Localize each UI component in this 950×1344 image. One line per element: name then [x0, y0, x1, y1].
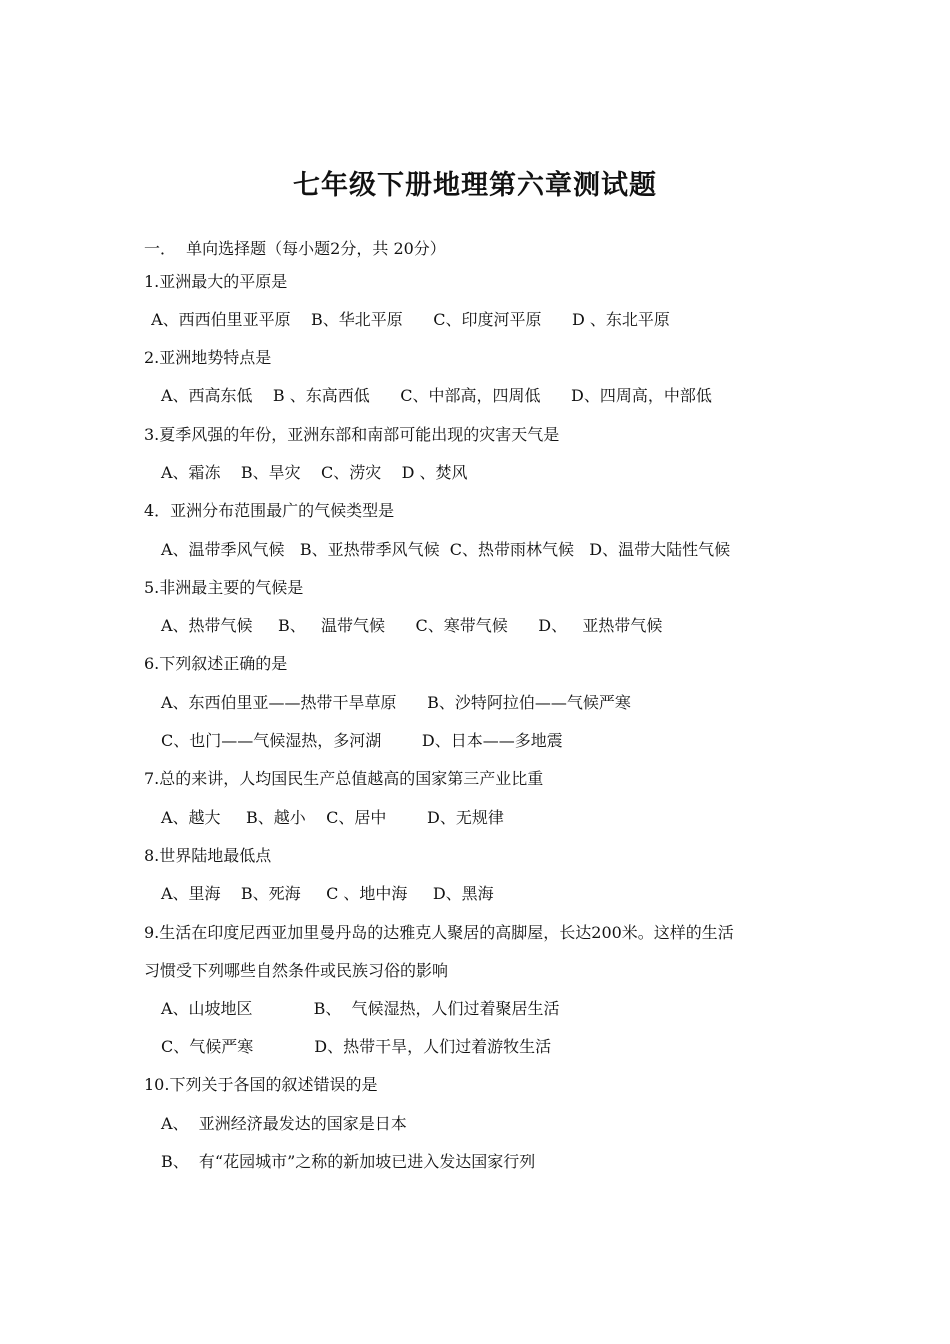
question-6-options-row-1: A、东西伯里亚——热带干旱草原 B、沙特阿拉伯——气候严寒	[161, 693, 631, 712]
question-4-options: A、温带季风气候 B、亚热带季风气候 C、热带雨林气候 D、温带大陆性气候	[161, 540, 731, 559]
question-8-options: A、里海 B、死海 C 、地中海 D、黑海	[161, 884, 494, 903]
question-1-stem: 1.亚洲最大的平原是	[144, 272, 288, 291]
question-2-stem: 2.亚洲地势特点是	[144, 348, 272, 367]
question-9-stem-line-2: 习惯受下列哪些自然条件或民族习俗的影响	[144, 961, 449, 980]
question-6-stem: 6.下列叙述正确的是	[144, 654, 288, 673]
page-title: 七年级下册地理第六章测试题	[293, 170, 657, 201]
section-heading: 一． 单向选择题（每小题2分，共 20分）	[144, 239, 446, 258]
question-10-option-b: B、 有“花园城市”之称的新加坡已进入发达国家行列	[161, 1152, 536, 1171]
question-8-stem: 8.世界陆地最低点	[144, 846, 272, 865]
question-10-option-a: A、 亚洲经济最发达的国家是日本	[161, 1114, 407, 1133]
question-7-stem: 7.总的来讲，人均国民生产总值越高的国家第三产业比重	[144, 769, 544, 788]
question-7-options: A、越大 B、越小 C、居中 D、无规律	[161, 808, 504, 827]
question-5-options: A、热带气候 B、 温带气候 C、寒带气候 D、 亚热带气候	[161, 616, 663, 635]
question-9-options-row-1: A、山坡地区 B、 气候湿热，人们过着聚居生活	[161, 999, 560, 1018]
question-4-stem: 4．亚洲分布范围最广的气候类型是	[144, 501, 395, 520]
question-6-options-row-2: C、也门——气候湿热，多河湖 D、日本——多地震	[161, 731, 563, 750]
question-1-options: A、西西伯里亚平原 B、华北平原 C、印度河平原 D 、东北平原	[146, 310, 670, 329]
question-3-options: A、霜冻 B、旱灾 C、涝灾 D 、焚风	[161, 463, 468, 482]
question-3-stem: 3.夏季风强的年份，亚洲东部和南部可能出现的灾害天气是	[144, 425, 560, 444]
question-5-stem: 5.非洲最主要的气候是	[144, 578, 304, 597]
question-2-options: A、西高东低 B 、东高西低 C、中部高，四周低 D、四周高，中部低	[161, 386, 712, 405]
question-9-stem-line-1: 9.生活在印度尼西亚加里曼丹岛的达雅克人聚居的高脚屋，长达200米。这样的生活	[144, 923, 734, 942]
question-10-stem: 10.下列关于各国的叙述错误的是	[144, 1075, 378, 1094]
question-9-options-row-2: C、气候严寒 D、热带干旱，人们过着游牧生活	[161, 1037, 552, 1056]
